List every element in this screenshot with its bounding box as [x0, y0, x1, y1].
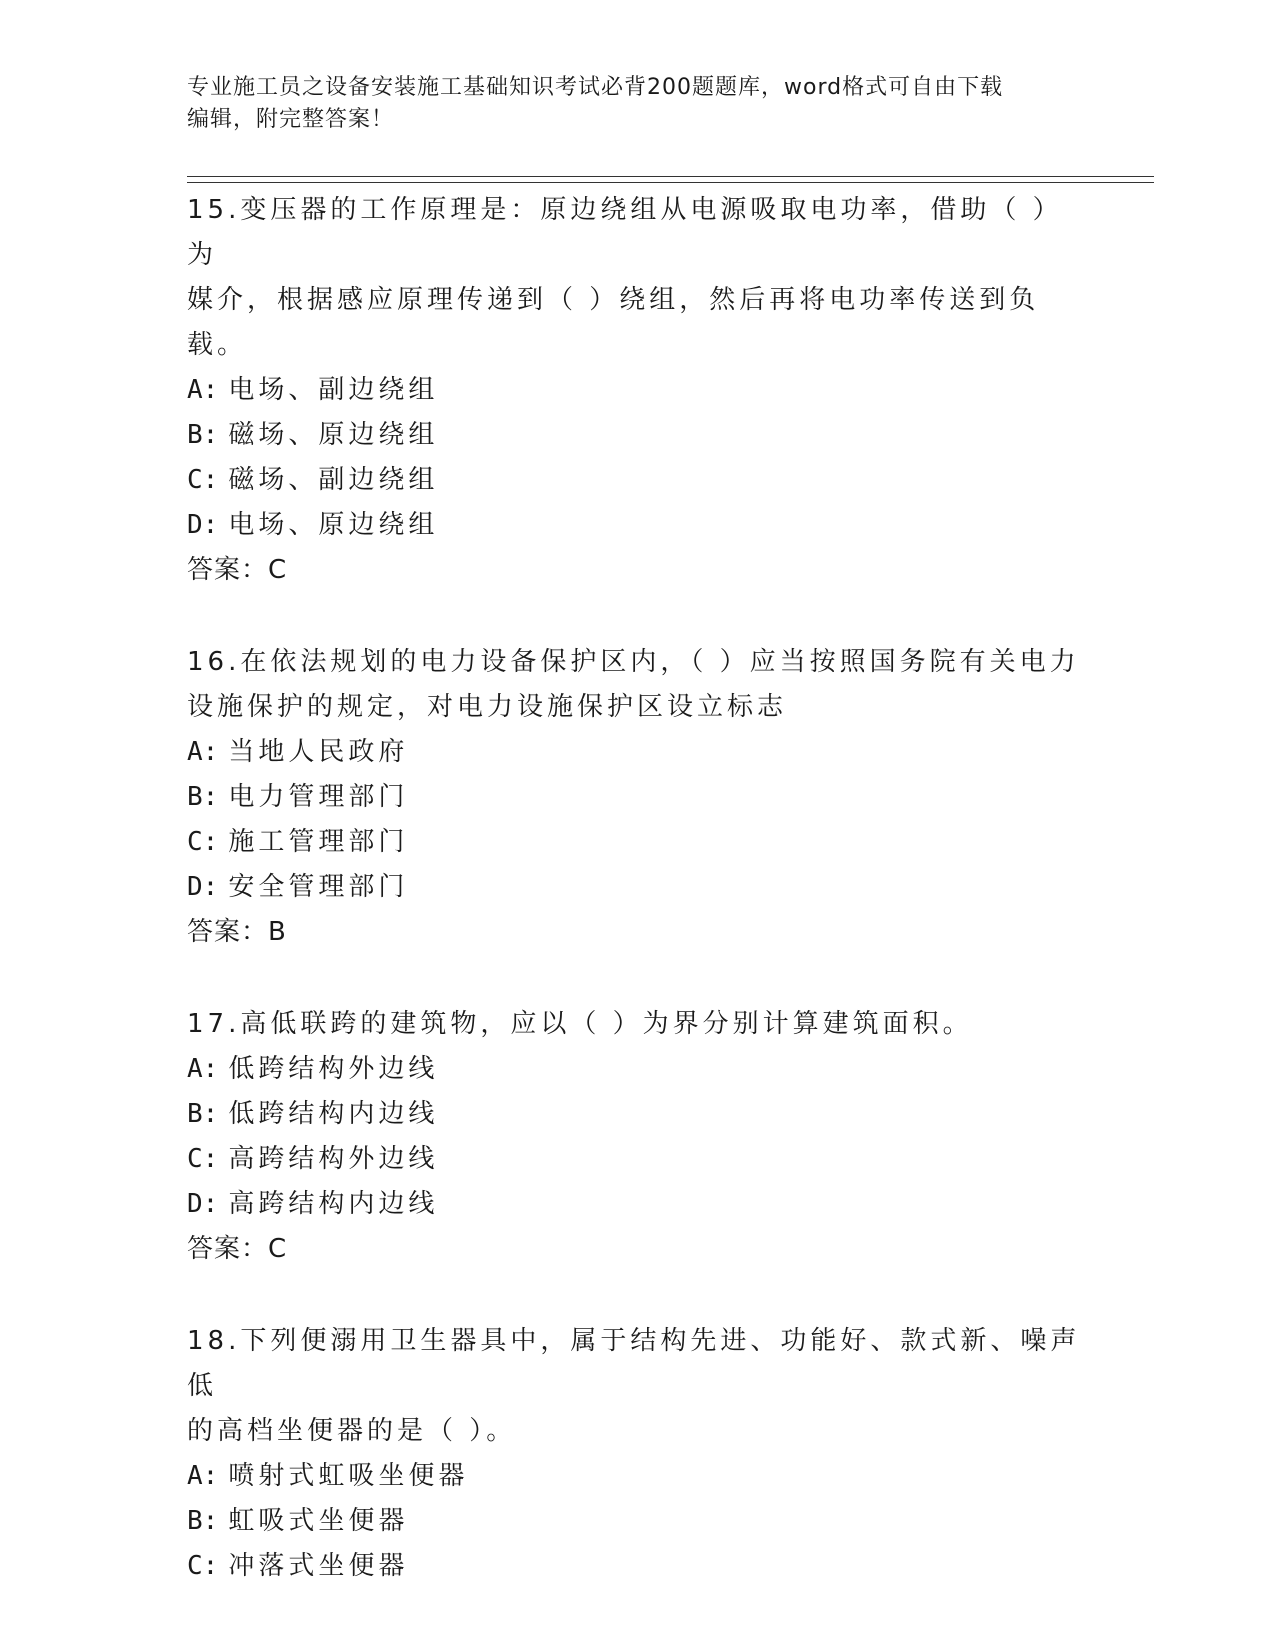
option-text: 电场、原边绕组 — [228, 510, 439, 540]
option-key: B: — [187, 782, 219, 812]
option-key: A: — [187, 737, 219, 767]
option-b — [187, 775, 1087, 820]
question-17 — [187, 1002, 1087, 1272]
option-text: 磁场、副边绕组 — [228, 465, 439, 495]
option-key: B: — [187, 1099, 219, 1129]
header-title-line-1: 专业施工员之设备安装施工基础知识考试必背200题题库，word格式可自由下载 — [187, 75, 1004, 100]
option-text: 低跨结构外边线 — [228, 1054, 439, 1084]
option-text: 电场、副边绕组 — [228, 375, 439, 405]
option-b — [187, 1092, 1087, 1137]
option-key: B: — [187, 420, 219, 450]
option-key: D: — [187, 872, 219, 902]
header-divider — [187, 176, 1154, 183]
option-b — [187, 413, 1087, 458]
option-text: 高跨结构内边线 — [228, 1189, 439, 1219]
option-key: A: — [187, 1054, 219, 1084]
option-c — [187, 820, 1087, 865]
question-stem-line-1: 18.下列便溺用卫生器具中，属于结构先进、功能好、款式新、噪声低 — [187, 1326, 1081, 1401]
document-header — [187, 72, 1087, 136]
option-a — [187, 1047, 1087, 1092]
question-16 — [187, 640, 1087, 955]
question-stem-line-2: 的高档坐便器的是（ ）。 — [187, 1416, 517, 1446]
option-b — [187, 1499, 1087, 1544]
option-text: 喷射式虹吸坐便器 — [228, 1461, 469, 1491]
option-c — [187, 458, 1087, 503]
option-d — [187, 503, 1087, 548]
option-key: C: — [187, 465, 219, 495]
question-stem-line-2: 媒介，根据感应原理传递到（ ）绕组，然后再将电功率传送到负载。 — [187, 285, 1040, 360]
question-stem-line-1: 16.在依法规划的电力设备保护区内，（ ）应当按照国务院有关电力 — [187, 647, 1080, 677]
question-18 — [187, 1319, 1087, 1589]
option-key: C: — [187, 1551, 219, 1581]
option-text: 磁场、原边绕组 — [228, 420, 439, 450]
question-stem-line-2: 设施保护的规定，对电力设施保护区设立标志 — [187, 692, 788, 722]
option-text: 虹吸式坐便器 — [228, 1506, 409, 1536]
option-key: C: — [187, 827, 219, 857]
question-stem-line-1: 15.变压器的工作原理是：原边绕组从电源吸取电功率，借助（ ）为 — [187, 195, 1063, 270]
option-d — [187, 1182, 1087, 1227]
option-text: 电力管理部门 — [228, 782, 409, 812]
answer-line: 答案：C — [187, 555, 288, 585]
option-key: A: — [187, 375, 219, 405]
option-key: A: — [187, 1461, 219, 1491]
option-key: B: — [187, 1506, 219, 1536]
option-a — [187, 730, 1087, 775]
option-key: D: — [187, 1189, 219, 1219]
question-15 — [187, 188, 1087, 593]
option-a — [187, 1454, 1087, 1499]
option-key: D: — [187, 510, 219, 540]
option-text: 施工管理部门 — [228, 827, 409, 857]
option-text: 冲落式坐便器 — [228, 1551, 409, 1581]
question-list — [187, 188, 1087, 1636]
option-c — [187, 1544, 1087, 1589]
option-c — [187, 1137, 1087, 1182]
option-key: C: — [187, 1144, 219, 1174]
option-a — [187, 368, 1087, 413]
answer-line: 答案：C — [187, 1234, 288, 1264]
answer-line: 答案：B — [187, 917, 287, 947]
option-d — [187, 865, 1087, 910]
option-text: 安全管理部门 — [228, 872, 409, 902]
option-text: 当地人民政府 — [228, 737, 409, 767]
header-title-line-2: 编辑，附完整答案！ — [187, 107, 395, 132]
question-stem-line-1: 17.高低联跨的建筑物，应以（ ）为界分别计算建筑面积。 — [187, 1009, 973, 1039]
option-text: 高跨结构外边线 — [228, 1144, 439, 1174]
option-text: 低跨结构内边线 — [228, 1099, 439, 1129]
